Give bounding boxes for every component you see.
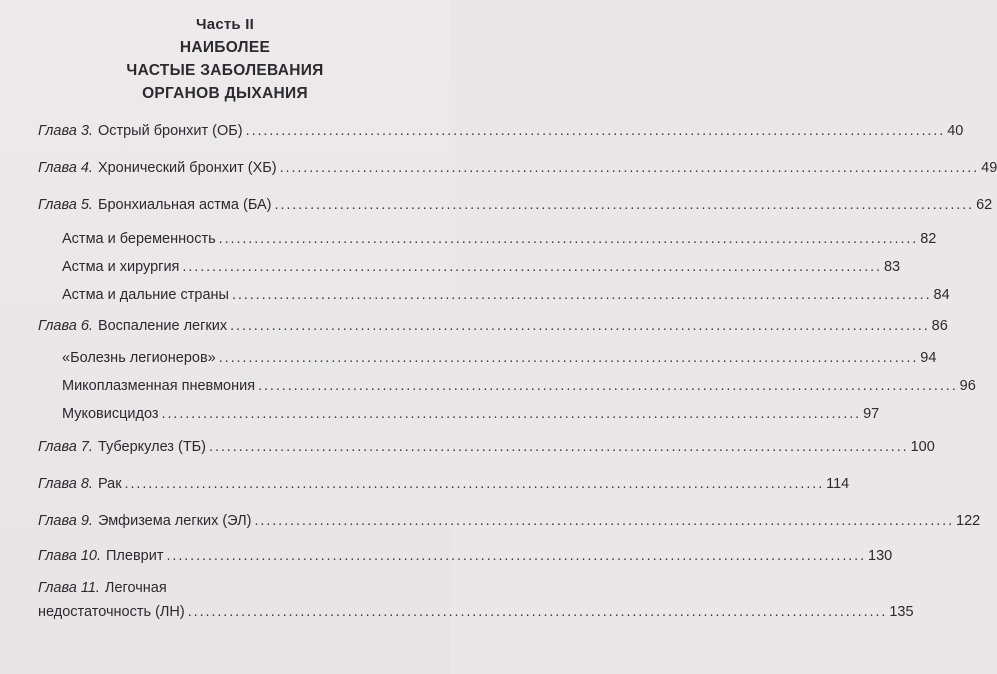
dot-leader: ...................................................................................................................... bbox=[254, 513, 955, 529]
page-number: 84 bbox=[933, 287, 950, 303]
toc-entry-chapter-8[interactable] bbox=[38, 473, 850, 493]
chapter-number: Глава 6. bbox=[38, 318, 93, 334]
page-number: 96 bbox=[959, 378, 976, 394]
entry-title: «Болезнь легионеров» bbox=[62, 350, 216, 366]
toc-entry-chapter-11[interactable] bbox=[38, 577, 914, 621]
toc-subentry-asthma-surgery[interactable] bbox=[62, 256, 901, 276]
entry-title: Астма и дальние страны bbox=[62, 287, 229, 303]
dot-leader: ...................................................................................................................... bbox=[218, 350, 919, 366]
entry-first-line bbox=[38, 579, 430, 597]
toc-subentry-mycoplasma[interactable] bbox=[62, 375, 976, 395]
toc-subentry-asthma-pregnancy[interactable] bbox=[62, 228, 937, 248]
dot-leader: ...................................................................................................................... bbox=[182, 259, 882, 275]
entry-title: Астма и беременность bbox=[62, 231, 216, 247]
dot-leader: ...................................................................................................................... bbox=[279, 160, 980, 176]
page-number: 94 bbox=[920, 350, 937, 366]
dot-leader: ...................................................................................................................... bbox=[231, 287, 932, 303]
dot-leader: ...................................................................................................................... bbox=[218, 231, 919, 247]
page-number: 130 bbox=[868, 548, 893, 564]
toc-entry-chapter-6[interactable] bbox=[38, 315, 948, 335]
chapter-number: Глава 4. bbox=[38, 160, 93, 176]
part-title-line-1: НАИБОЛЕЕ bbox=[179, 39, 271, 56]
dot-leader: ...................................................................................................................... bbox=[187, 604, 888, 620]
entry-title: Микоплазменная пневмония bbox=[62, 378, 256, 394]
part-title-line-3: ОРГАНОВ ДЫХАНИЯ bbox=[142, 85, 308, 102]
chapter-number: Глава 7. bbox=[38, 439, 93, 455]
dot-leader: ...................................................................................................................... bbox=[245, 123, 946, 139]
toc-entry-chapter-7[interactable] bbox=[38, 436, 935, 456]
chapter-number: Глава 9. bbox=[38, 513, 93, 529]
part-label: Часть II bbox=[196, 16, 254, 33]
toc-subentry-cystic-fibrosis[interactable] bbox=[62, 403, 880, 423]
chapter-number: Глава 3. bbox=[38, 123, 93, 139]
entry-title: Хронический бронхит (ХБ) bbox=[97, 160, 277, 176]
dot-leader: ...................................................................................................................... bbox=[166, 548, 867, 564]
chapter-number: Глава 11. bbox=[38, 580, 100, 596]
chapter-number: Глава 10. bbox=[38, 548, 101, 564]
toc-entry-chapter-9[interactable] bbox=[38, 510, 981, 530]
page-number: 83 bbox=[883, 259, 901, 275]
page-number: 122 bbox=[956, 513, 981, 529]
dot-leader: ...................................................................................................................... bbox=[258, 378, 958, 394]
entry-title: Легочная bbox=[104, 580, 167, 596]
toc-entry-chapter-3[interactable] bbox=[38, 120, 964, 140]
entry-title: Воспаление легких bbox=[97, 318, 228, 334]
toc-entry-chapter-10[interactable] bbox=[38, 545, 893, 565]
chapter-number: Глава 8. bbox=[38, 476, 93, 492]
entry-title: Рак bbox=[97, 476, 122, 492]
entry-second-line bbox=[38, 603, 914, 621]
part-title-line-2: ЧАСТЫЕ ЗАБОЛЕВАНИЯ bbox=[126, 62, 324, 79]
dot-leader: ...................................................................................................................... bbox=[230, 318, 930, 334]
dot-leader: ...................................................................................................................... bbox=[274, 197, 975, 213]
page-number: 114 bbox=[826, 476, 850, 492]
chapter-number: Глава 5. bbox=[38, 197, 93, 213]
page-number: 62 bbox=[976, 197, 993, 213]
entry-title: Муковисцидоз bbox=[62, 406, 159, 422]
entry-title: Астма и хирургия bbox=[62, 259, 180, 275]
dot-leader: ...................................................................................................................... bbox=[161, 406, 862, 422]
entry-title: Острый бронхит (ОБ) bbox=[97, 123, 243, 139]
dot-leader: ...................................................................................................................... bbox=[209, 439, 909, 455]
page-number: 97 bbox=[863, 406, 880, 422]
page-number: 86 bbox=[931, 318, 948, 334]
page-number: 82 bbox=[920, 231, 937, 247]
toc-entry-chapter-5[interactable] bbox=[38, 194, 993, 214]
entry-title: Плеврит bbox=[106, 548, 164, 564]
entry-title: Бронхиальная астма (БА) bbox=[97, 197, 272, 213]
toc-subentry-asthma-travel[interactable] bbox=[62, 284, 950, 304]
page-number: 49 bbox=[981, 160, 997, 176]
entry-title: Туберкулез (ТБ) bbox=[97, 439, 207, 455]
toc-subentry-legionnaires[interactable] bbox=[62, 347, 937, 367]
page-number: 135 bbox=[889, 604, 914, 620]
dot-leader: ...................................................................................................................... bbox=[124, 476, 825, 492]
entry-title-continued: недостаточность (ЛН) bbox=[38, 604, 185, 620]
page-number: 100 bbox=[910, 439, 935, 455]
toc-entry-chapter-4[interactable] bbox=[38, 157, 997, 177]
part-header bbox=[0, 14, 450, 105]
page-number: 40 bbox=[947, 123, 964, 139]
entry-title: Эмфизема легких (ЭЛ) bbox=[97, 513, 252, 529]
entry-two-line-block bbox=[38, 579, 914, 621]
